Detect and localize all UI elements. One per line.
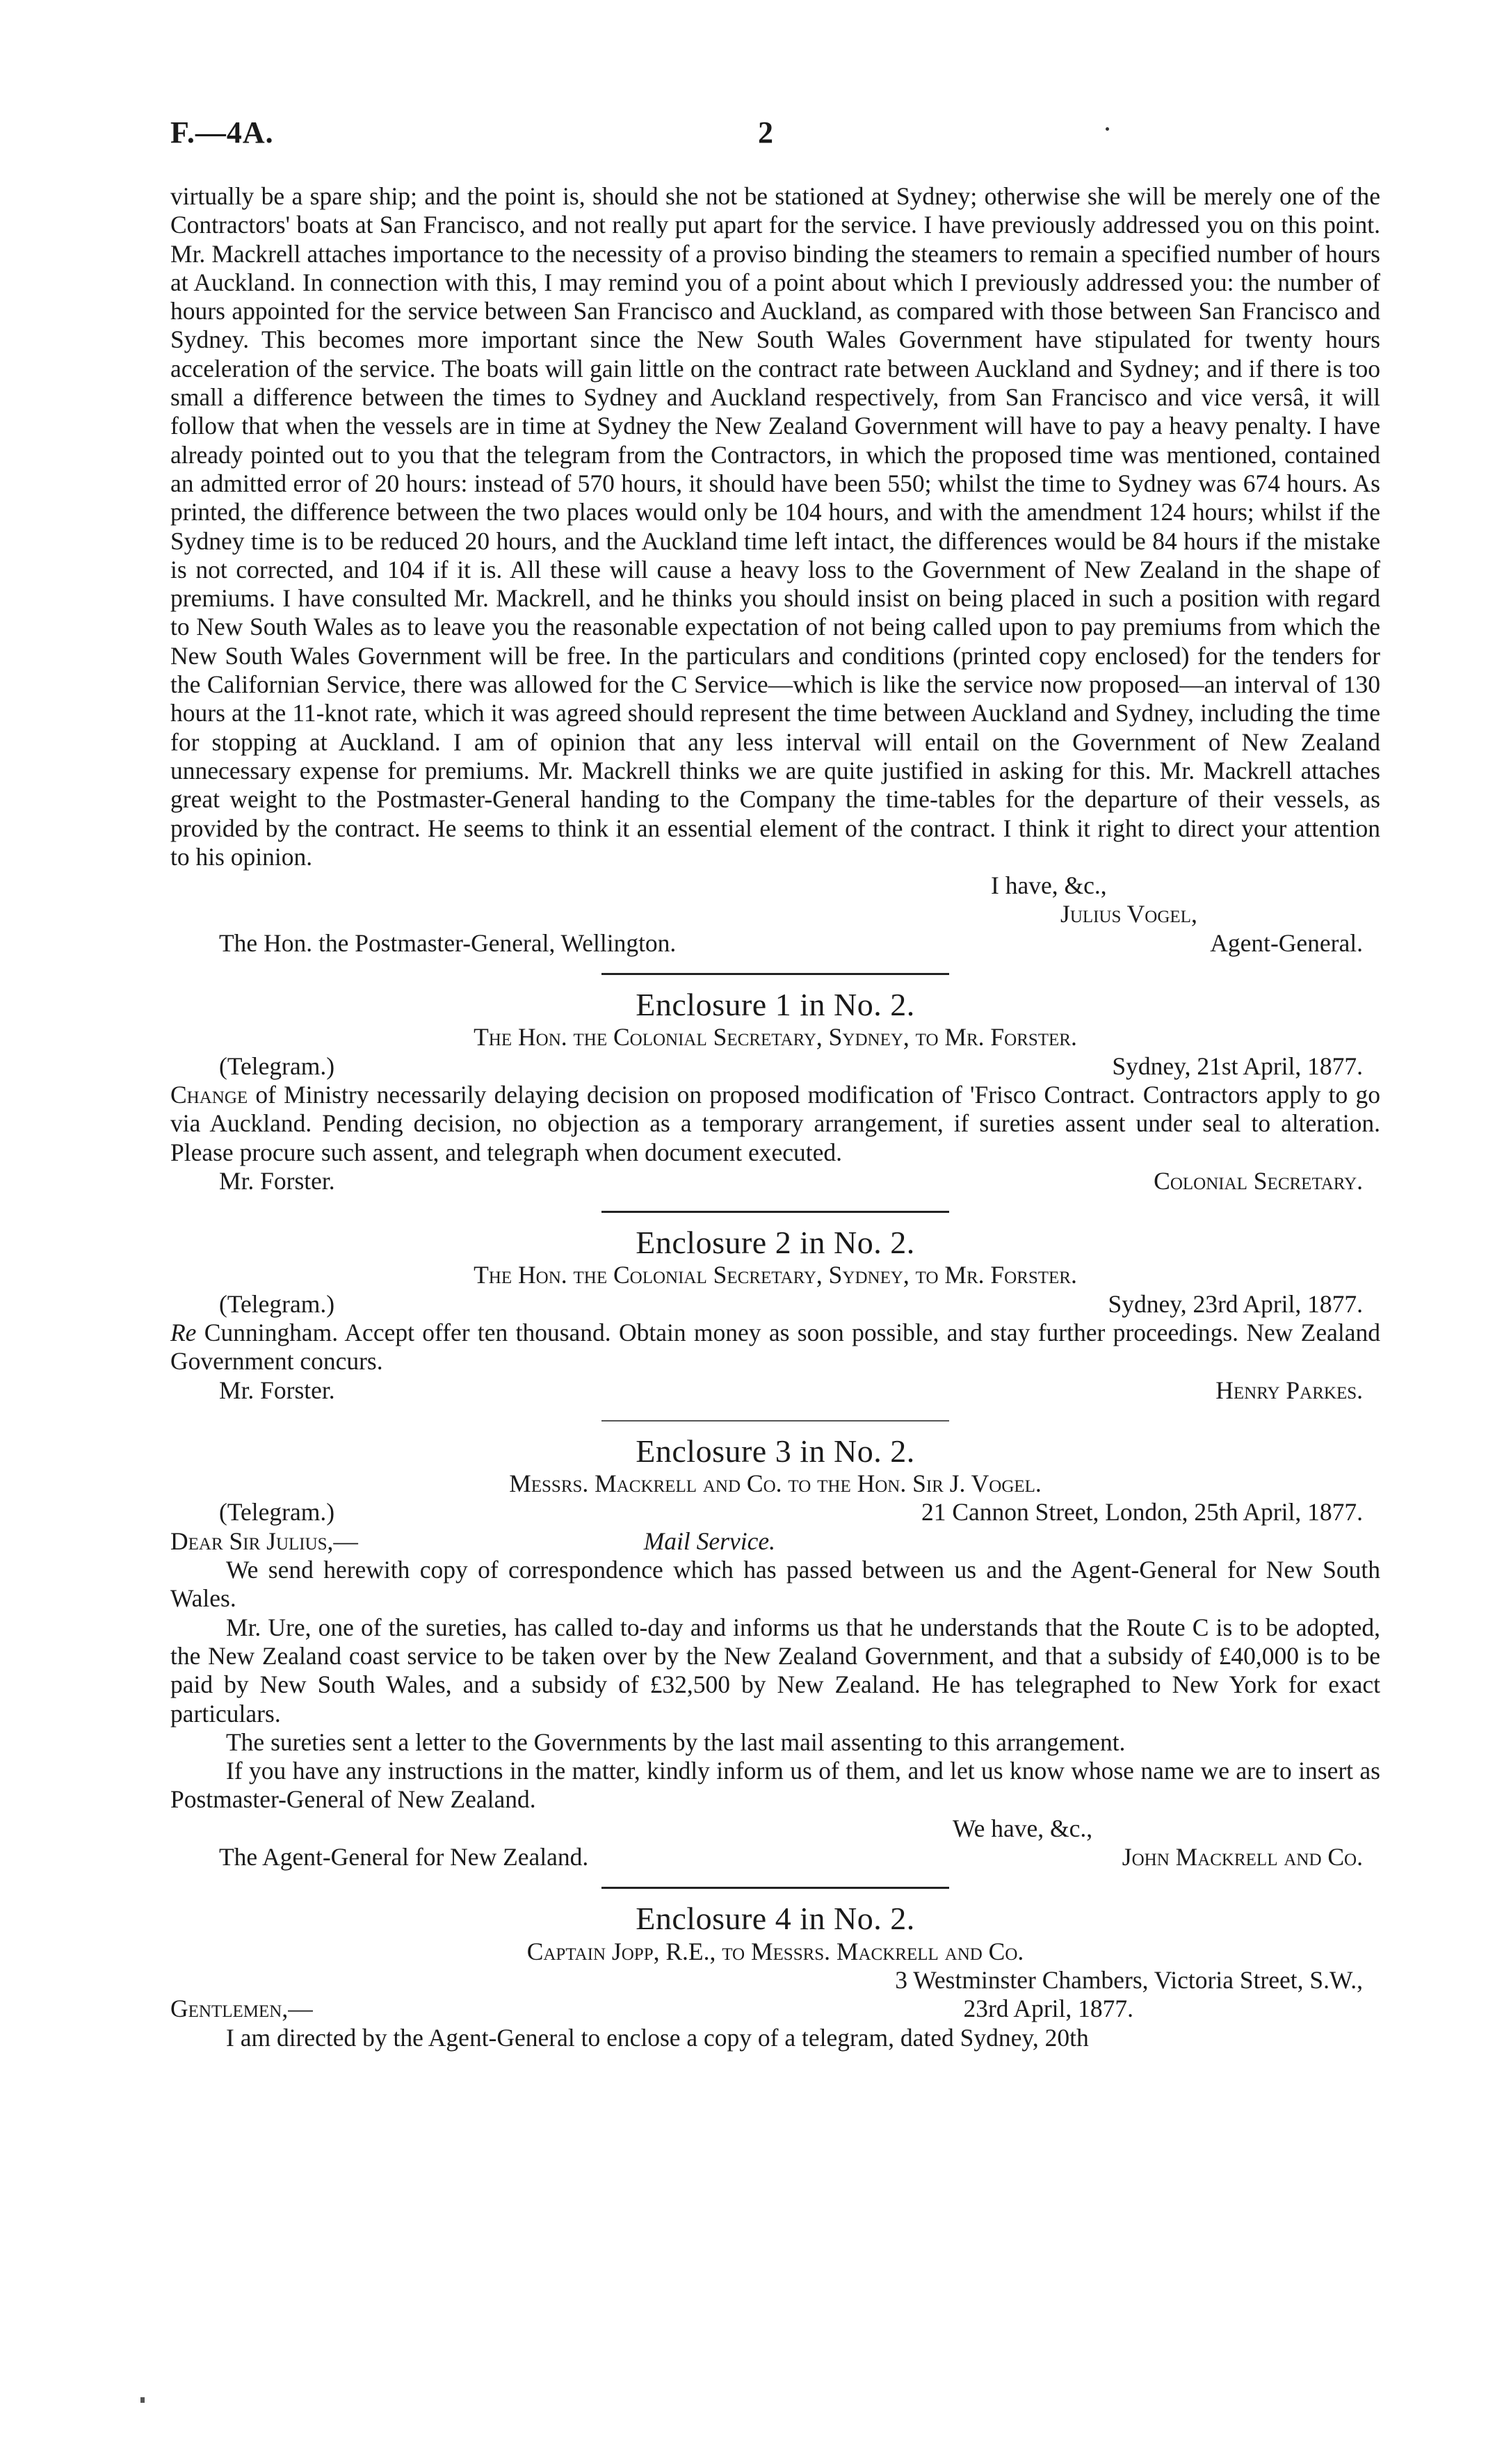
letter-date: 23rd April, 1877.: [963, 1995, 1133, 2023]
telegram-text: Cunningham. Accept offer ten thousand. Obtain money as soon possible, and stay further proceedings. New Zealand Government concurs.: [170, 1318, 1381, 1376]
page-number: 2: [758, 115, 773, 150]
enclosure-heading: Enclosure 1 in No. 2.: [636, 987, 915, 1023]
letter-closing: I have, &c.,: [991, 871, 1107, 900]
enclosure-from-to: Messrs. Mackrell and Co. to the Hon. Sir J. Vogel.: [509, 1469, 1042, 1498]
telegram-label: (Telegram.): [219, 1289, 335, 1318]
telegram-first-word: Change: [170, 1080, 248, 1109]
enclosure-2: [170, 1225, 1381, 1405]
letter-paragraph: We send herewith copy of correspondence which has passed between us and the Agent-General for New South Wales.: [170, 1556, 1380, 1613]
telegram-date: 21 Cannon Street, London, 25th April, 1877.: [921, 1498, 1363, 1527]
document-reference: F.—4A.: [170, 115, 274, 150]
telegram-row: [170, 1290, 1380, 1319]
letter-signature: John Mackrell and Co.: [1122, 1843, 1363, 1871]
telegram-label: (Telegram.): [219, 1052, 335, 1080]
telegram-signoff-row: [170, 1376, 1380, 1405]
telegram-signature: Colonial Secretary.: [1154, 1166, 1363, 1195]
telegram-signoff-row: [170, 1167, 1380, 1195]
subject-line: Mail Service.: [643, 1527, 775, 1555]
page-header: [170, 115, 1380, 163]
telegram-date: Sydney, 21st April, 1877.: [1112, 1052, 1363, 1080]
letter-signoff-row: [170, 929, 1380, 958]
salutation-row: [170, 1995, 1380, 2023]
telegram-row: [170, 1052, 1380, 1081]
enclosure-4: [170, 1901, 1380, 2052]
enclosure-heading: Enclosure 3 in No. 2.: [636, 1433, 915, 1469]
letter-paragraph: virtually be a spare ship; and the point is, should she not be stationed at Sydney; otherwise she will be merely one of the Contractors' boats at San Francisco, and not really put apart for the service. I have previously addressed you on this point. Mr. Mackrell attaches importance to the necessity of a proviso binding the steamers to remain a specified number of hours at Auckland. In connection with this, I may remind you of a point about which I previously addressed you: the number of hours appointed for the service between San Francisco and Auckland, as compared with those between San Francisco and Sydney. This becomes more important since the New South Wales Government have stipulated for twenty hours acceleration of the service. The boats will gain little on the contract rate between Auckland and Sydney; and if there is too small a difference between the times to Sydney and Auckland respectively, from San Francisco and vice versâ, it will follow that when the vessels are in time at Sydney the New Zealand Government will have to pay a heavy penalty. I have already pointed out to you that the telegram from the Contractors, in which the proposed time was mentioned, contained an admitted error of 20 hours: instead of 570 hours, it should have been 550; whilst the time to Sydney was 674 hours. As printed, the difference between the two places would only be 104 hours, and with the amendment 124 hours; whilst if the Sydney time is to be reduced 20 hours, and the Auckland time left intact, the differences would be 84 hours if the mistake is not corrected, and 104 if it is. All these will cause a heavy loss to the Government of New Zealand in the shape of premiums. I have consulted Mr. Mackrell, and he thinks you should insist on being placed in such a position with regard to New South Wales as to leave you the reasonable expectation of not being called upon to pay premiums from which the New South Wales Government will be free. In the particulars and conditions (printed copy enclosed) for the tenders for the Californian Service, there was allowed for the C Service—which is like the service now proposed—an interval of 130 hours at the 11-knot rate, which it was agreed should represent the time between Auckland and Sydney, including the time for stopping at Auckland. I am of opinion that any less interval will entail on the Government of New Zealand unnecessary expense for premiums. Mr. Mackrell thinks we are quite justified in asking for this. Mr. Mackrell attaches great weight to the Postmaster-General handing to the Company the time-tables for the departure of their vessels, as provided by the contract. He seems to think it an essential element of the contract. I think it right to direct your attention to his opinion.: [170, 182, 1380, 871]
telegram-addressee: Mr. Forster.: [219, 1376, 335, 1404]
letter-paragraph: The sureties sent a letter to the Governments by the last mail assenting to this arrangement.: [226, 1728, 1126, 1756]
telegram-date: Sydney, 23rd April, 1877.: [1108, 1289, 1363, 1318]
enclosure-1: [170, 987, 1380, 1195]
section-divider: [601, 1887, 949, 1889]
telegram-first-word: Re: [170, 1318, 197, 1346]
salutation: Gentlemen,—: [170, 1995, 313, 2023]
enclosure-heading: Enclosure 2 in No. 2.: [636, 1225, 915, 1261]
section-divider: [601, 973, 949, 975]
salutation-row: [170, 1527, 1380, 1556]
ink-speck: [1106, 127, 1109, 131]
enclosure-3: [170, 1433, 1380, 1871]
letter-paragraph: Mr. Ure, one of the sureties, has called to-day and informs us that he understands that the Route C is to be adopted, the New Zealand coast service to be taken over by the New Zealand Government, and that a subsidy of £40,000 is to be paid by New South Wales, and a subsidy of £32,500 by New Zealand. He has telegraphed to New York for exact particulars.: [170, 1613, 1380, 1728]
letter-closing: We have, &c.,: [953, 1814, 1093, 1842]
letter-addressee: The Hon. the Postmaster-General, Wellington.: [219, 928, 677, 957]
telegram-body: [170, 1319, 1380, 1376]
letter-continuation: [170, 182, 1380, 958]
salutation: Dear Sir Julius,—: [170, 1527, 358, 1555]
telegram-addressee: Mr. Forster.: [219, 1166, 335, 1195]
enclosure-from-to: The Hon. the Colonial Secretary, Sydney, to Mr. Forster.: [474, 1023, 1077, 1052]
telegram-row: [170, 1498, 1380, 1527]
telegram-signature: Henry Parkes.: [1215, 1376, 1363, 1404]
section-divider: [601, 1420, 949, 1422]
enclosure-heading: Enclosure 4 in No. 2.: [636, 1901, 915, 1937]
section-divider: [601, 1211, 949, 1213]
sender-address: 3 Westminster Chambers, Victoria Street, S.W.,: [895, 1965, 1363, 1994]
telegram-label: (Telegram.): [219, 1498, 335, 1527]
document-body: [170, 182, 1380, 2052]
ink-speck: [140, 2397, 145, 2403]
letter-signoff-row: [170, 1843, 1380, 1871]
letter-signature: Julius Vogel,: [1060, 900, 1197, 928]
letter-addressee: The Agent-General for New Zealand.: [219, 1843, 589, 1871]
telegram-body: [170, 1081, 1380, 1167]
letter-signature-title: Agent-General.: [1210, 928, 1363, 957]
enclosure-from-to: Captain Jopp, R.E., to Messrs. Mackrell and Co.: [526, 1937, 1024, 1965]
telegram-text: of Ministry necessarily delaying decision on proposed modification of 'Frisco Contract. Contractors apply to go via Auckland. Pending decision, no objection as a temporary arrangement, if sureties assent under seal to alteration. Please procure such assent, and telegraph when document executed.: [170, 1080, 1380, 1166]
letter-paragraph: If you have any instructions in the matter, kindly inform us of them, and let us know whose name we are to insert as Postmaster-General of New Zealand.: [170, 1757, 1380, 1814]
enclosure-from-to: The Hon. the Colonial Secretary, Sydney, to Mr. Forster.: [474, 1261, 1077, 1289]
letter-paragraph: I am directed by the Agent-General to enclose a copy of a telegram, dated Sydney, 20th: [226, 2023, 1089, 2052]
